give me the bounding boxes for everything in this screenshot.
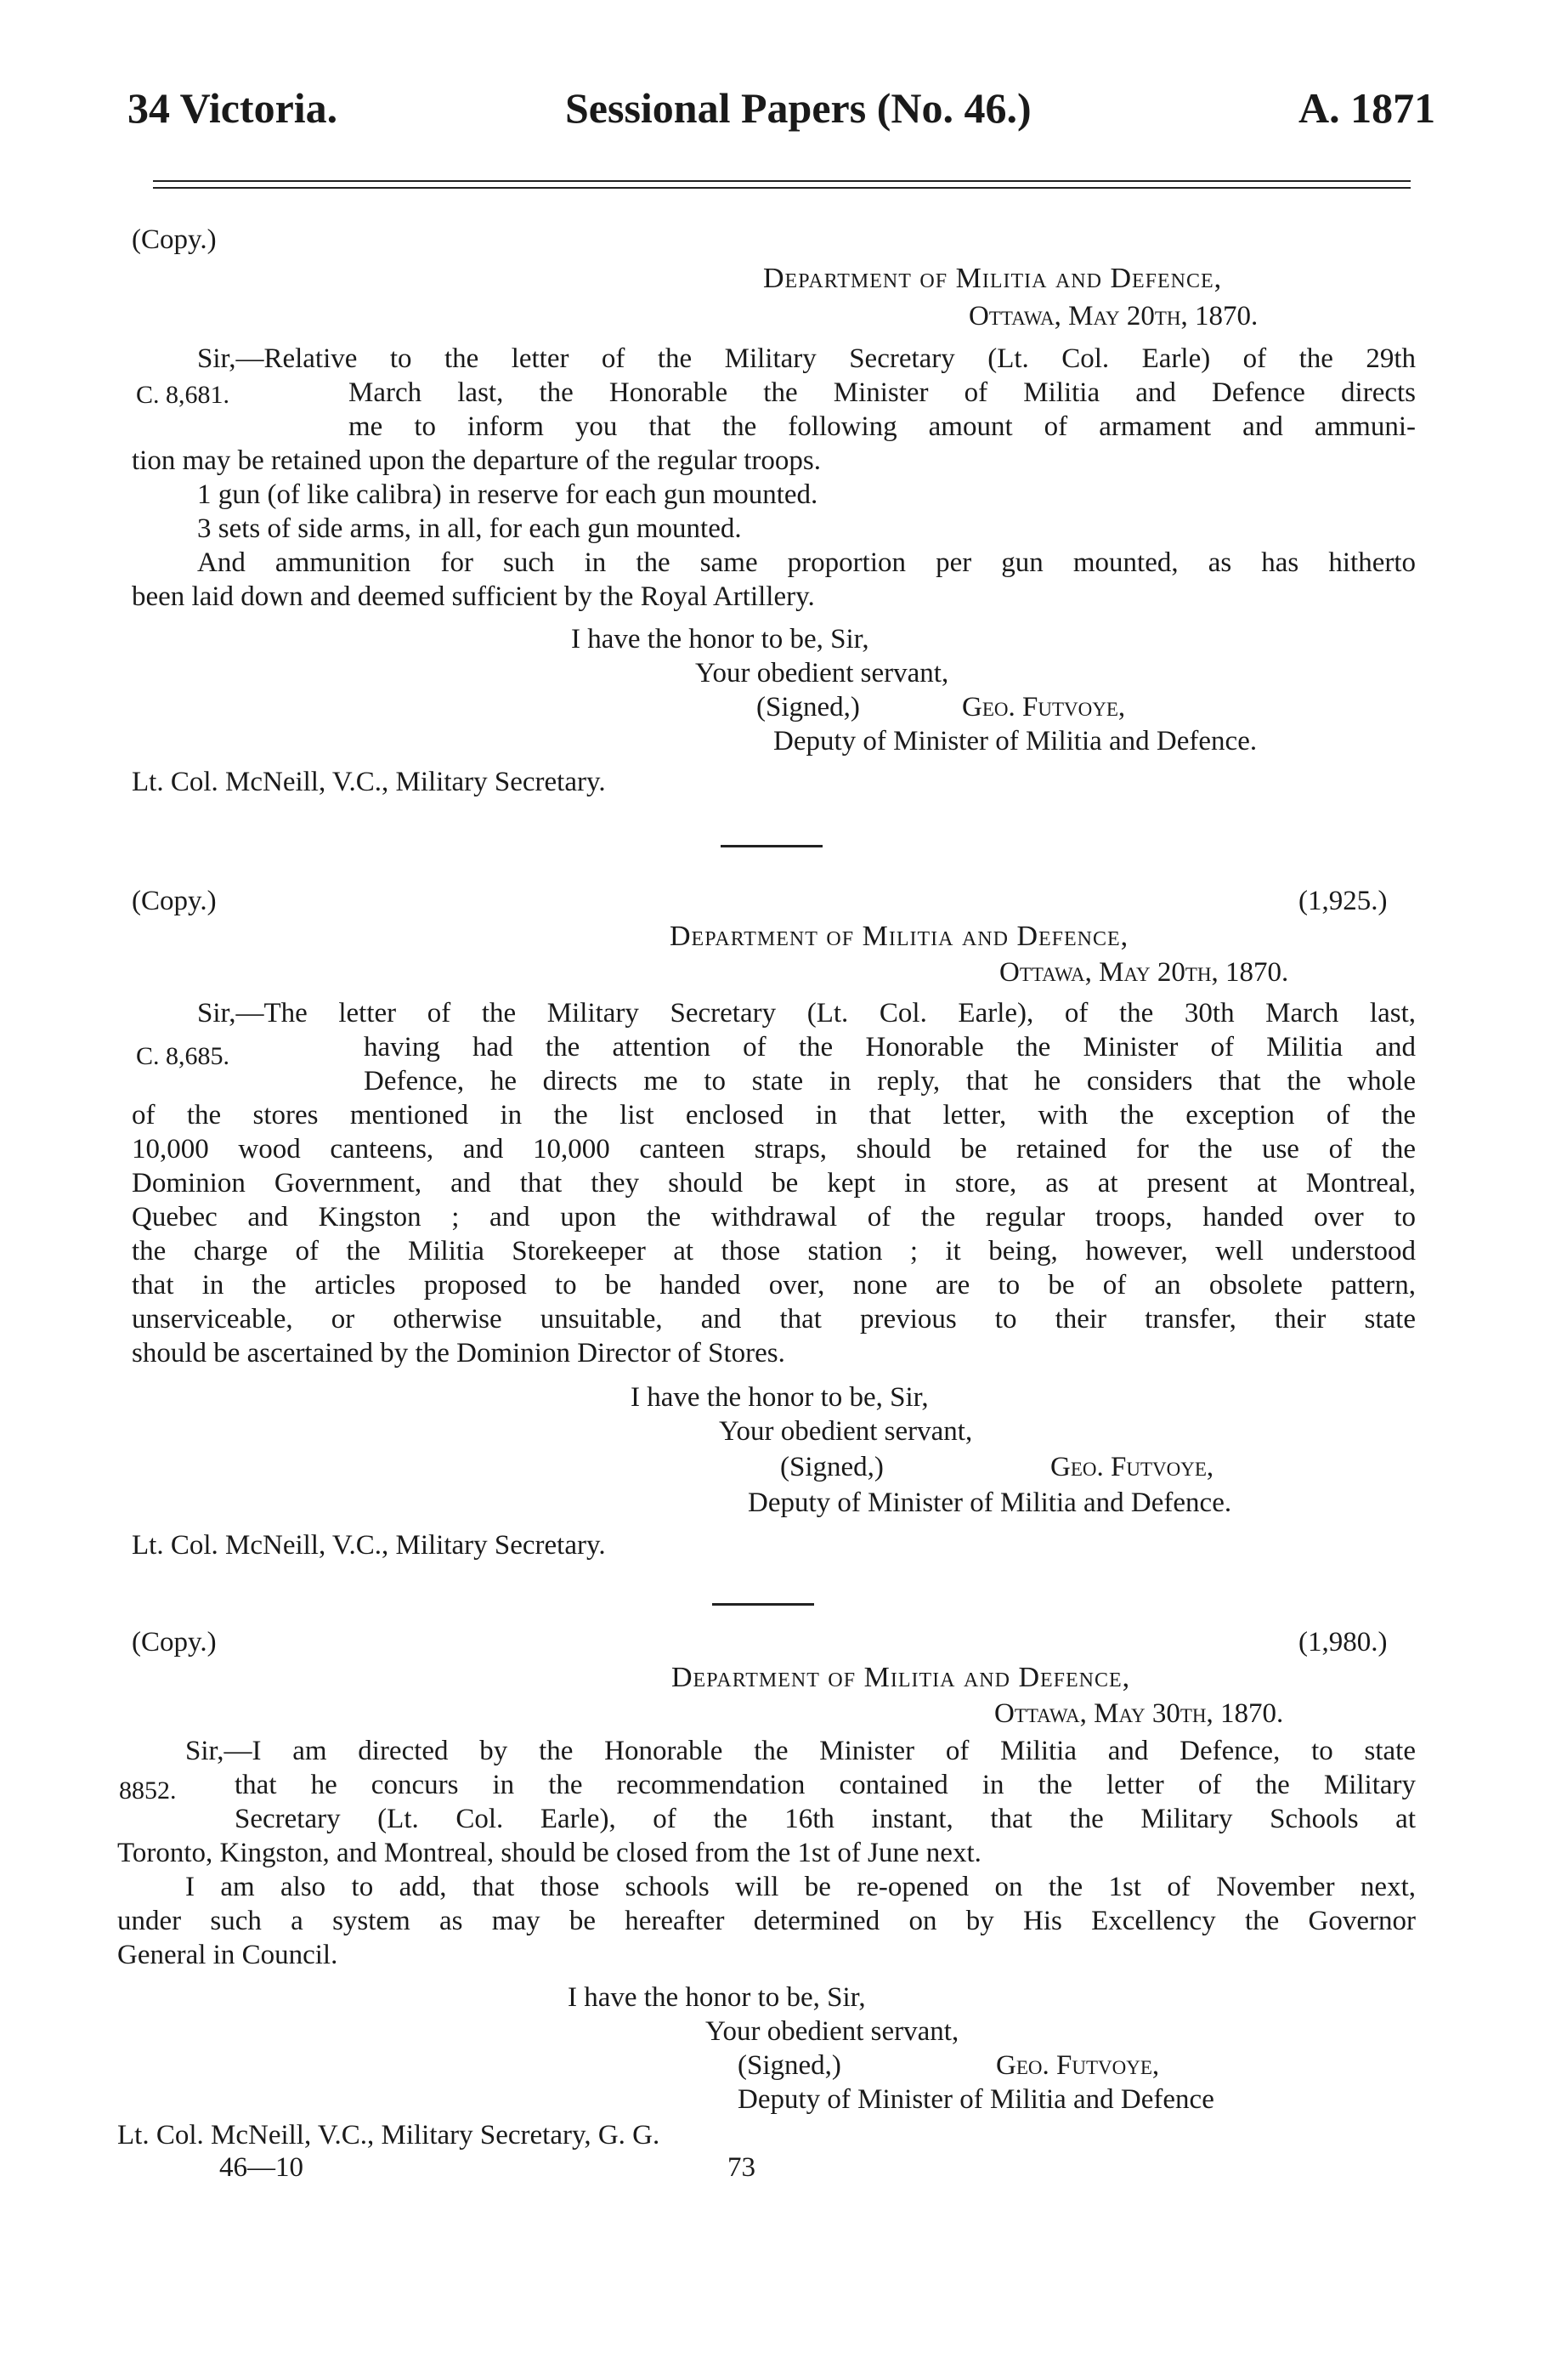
addressee: Lt. Col. McNeill, V.C., Military Secretary. bbox=[132, 767, 606, 797]
body-line: should be ascertained by the Dominion Director of Stores. bbox=[132, 1338, 785, 1368]
place-date: Ottawa, May 20th, 1870. bbox=[999, 957, 1289, 988]
body-line: that in the articles proposed to be handed over, none are to be of an obsolete pattern, bbox=[132, 1270, 1416, 1300]
body-line: Sir,—Relative to the letter of the Military Secretary (Lt. Col. Earle) of the 29th bbox=[197, 343, 1416, 374]
body-line: General in Council. bbox=[117, 1940, 338, 1970]
header-rule-top bbox=[153, 180, 1411, 182]
header-rule-bottom bbox=[153, 187, 1411, 189]
signer-title: Deputy of Minister of Militia and Defence bbox=[738, 2084, 1214, 2115]
place-date: Ottawa, May 30th, 1870. bbox=[994, 1698, 1284, 1729]
closing-line: Your obedient servant, bbox=[705, 2016, 959, 2047]
body-line: tion may be retained upon the departure of the regular troops. bbox=[132, 445, 821, 476]
addressee: Lt. Col. McNeill, V.C., Military Secretary, G. G. bbox=[117, 2120, 660, 2150]
header-left: 34 Victoria. bbox=[127, 84, 338, 132]
signed-label: (Signed,) bbox=[780, 1452, 884, 1482]
signer-name: Geo. Futvoye, bbox=[1050, 1452, 1214, 1482]
body-line: me to inform you that the following amount of armament and ammuni- bbox=[348, 411, 1416, 442]
margin-reference: C. 8,685. bbox=[136, 1042, 230, 1070]
closing-line: I have the honor to be, Sir, bbox=[631, 1382, 929, 1413]
body-line: unserviceable, or otherwise unsuitable, and that previous to their transfer, their state bbox=[132, 1304, 1416, 1334]
margin-reference: C. 8,681. bbox=[136, 381, 230, 409]
signer-name: Geo. Futvoye, bbox=[996, 2050, 1160, 2081]
body-line: that he concurs in the recommendation contained in the letter of the Military bbox=[235, 1770, 1416, 1800]
body-line: the charge of the Militia Storekeeper at those station ; it being, however, well understood bbox=[132, 1236, 1416, 1266]
closing-line: I have the honor to be, Sir, bbox=[571, 624, 869, 654]
department-line: Department of Militia and Defence, bbox=[671, 1662, 1131, 1693]
body-line: March last, the Honorable the Minister of Militia and Defence directs bbox=[348, 377, 1416, 408]
addressee: Lt. Col. McNeill, V.C., Military Secretary. bbox=[132, 1530, 606, 1561]
body-line: Secretary (Lt. Col. Earle), of the 16th instant, that the Military Schools at bbox=[235, 1804, 1416, 1834]
page-number: 73 bbox=[727, 2152, 755, 2183]
closing-line: Your obedient servant, bbox=[719, 1416, 973, 1447]
letter-number: (1,925.) bbox=[1298, 886, 1388, 916]
body-line: under such a system as may be hereafter determined on by His Excellency the Governor bbox=[117, 1906, 1416, 1936]
signer-name: Geo. Futvoye, bbox=[962, 692, 1126, 722]
separator-rule bbox=[721, 845, 823, 847]
signer-title: Deputy of Minister of Militia and Defence. bbox=[773, 726, 1258, 756]
body-line: been laid down and deemed sufficient by the Royal Artillery. bbox=[132, 581, 815, 612]
body-line: I am also to add, that those schools will be re-opened on the 1st of November next, bbox=[185, 1872, 1416, 1902]
body-line: Quebec and Kingston ; and upon the withdrawal of the regular troops, handed over to bbox=[132, 1202, 1416, 1232]
body-line: having had the attention of the Honorable the Minister of Militia and bbox=[364, 1032, 1416, 1062]
sheet-signature: 46—10 bbox=[219, 2152, 303, 2183]
signed-label: (Signed,) bbox=[738, 2050, 841, 2081]
department-line: Department of Militia and Defence, bbox=[763, 263, 1223, 294]
signer-title: Deputy of Minister of Militia and Defence. bbox=[748, 1488, 1232, 1518]
closing-line: I have the honor to be, Sir, bbox=[568, 1982, 866, 2013]
margin-reference: 8852. bbox=[119, 1776, 177, 1805]
body-line: Toronto, Kingston, and Montreal, should be closed from the 1st of June next. bbox=[117, 1838, 981, 1868]
header-center: Sessional Papers (No. 46.) bbox=[565, 84, 1032, 132]
body-line: 3 sets of side arms, in all, for each gun mounted. bbox=[197, 513, 742, 544]
place-date: Ottawa, May 20th, 1870. bbox=[969, 301, 1259, 332]
body-line: Defence, he directs me to state in reply, that he considers that the whole bbox=[364, 1066, 1416, 1096]
body-line: And ammunition for such in the same proportion per gun mounted, as has hitherto bbox=[197, 547, 1416, 578]
closing-line: Your obedient servant, bbox=[695, 658, 949, 688]
copy-label: (Copy.) bbox=[132, 1627, 217, 1658]
header-right: A. 1871 bbox=[1298, 84, 1436, 132]
body-line: Dominion Government, and that they should be kept in store, as at present at Montreal, bbox=[132, 1168, 1416, 1198]
copy-label: (Copy.) bbox=[132, 224, 217, 255]
body-line: of the stores mentioned in the list enclosed in that letter, with the exception of the bbox=[132, 1100, 1416, 1130]
separator-rule bbox=[712, 1603, 814, 1606]
department-line: Department of Militia and Defence, bbox=[670, 921, 1129, 952]
body-line: Sir,—I am directed by the Honorable the Minister of Militia and Defence, to state bbox=[185, 1736, 1416, 1766]
letter-number: (1,980.) bbox=[1298, 1627, 1388, 1658]
copy-label: (Copy.) bbox=[132, 886, 217, 916]
signed-label: (Signed,) bbox=[756, 692, 860, 722]
body-line: 1 gun (of like calibra) in reserve for each gun mounted. bbox=[197, 479, 818, 510]
body-line: 10,000 wood canteens, and 10,000 canteen straps, should be retained for the use of the bbox=[132, 1134, 1416, 1164]
body-line: Sir,—The letter of the Military Secretary (Lt. Col. Earle), of the 30th March last, bbox=[197, 998, 1416, 1028]
